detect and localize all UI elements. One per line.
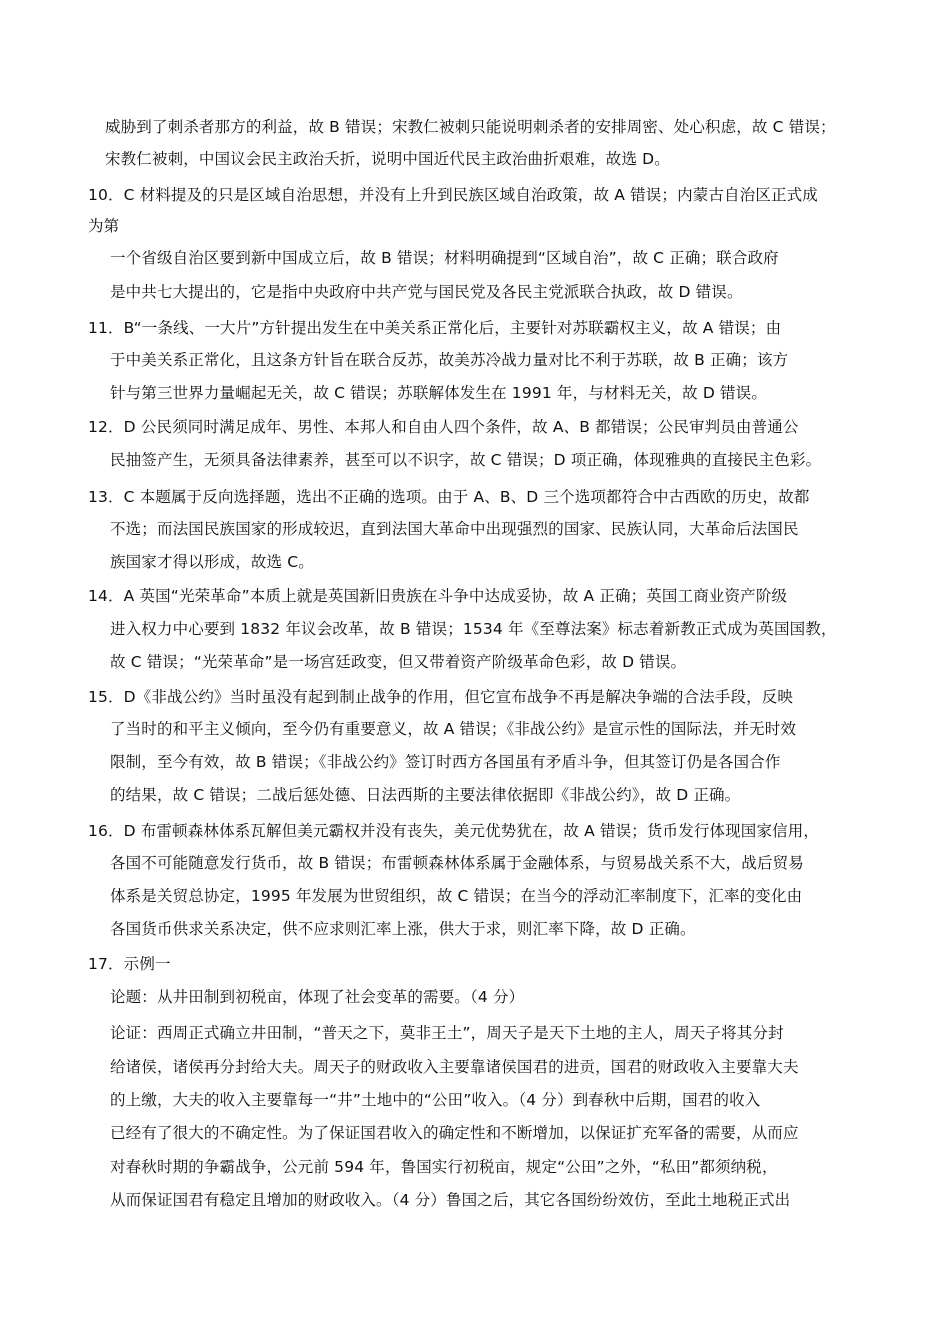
text-line: 是中共七大提出的，它是指中央政府中共产党与国民党及各民主党派联合执政，故 D 错误。 [110,283,743,301]
text-line: 的结果，故 C 错误；二战后惩处德、日法西斯的主要法律依据即《非战公约》，故 D 正确。 [110,786,741,804]
text-line: 不选；而法国民族国家的形成较迟，直到法国大革命中出现强烈的国家、民族认同，大革命后法国民 [110,520,799,538]
text-line: 民抽签产生，无须具备法律素养，甚至可以不识字，故 C 错误；D 项正确，体现雅典的直接民主色彩。 [110,451,822,469]
text-line: 给诸侯，诸侯再分封给大夫。周天子的财政收入主要靠诸侯国君的进贡，国君的财政收入主要靠大夫 [110,1058,799,1076]
text-line: 为第 [88,217,120,235]
text-line: 从而保证国君有稳定且增加的财政收入。（4 分）鲁国之后，其它各国纷纷效仿，至此土地税正式出 [110,1191,791,1209]
text-line: 11．B“一条线、一大片”方针提出发生在中美关系正常化后，主要针对苏联霸权主义，故 A 错误；由 [88,319,782,337]
text-line: 10．C 材料提及的只是区域自治思想，并没有上升到民族区域自治政策，故 A 错误；内蒙古自治区正式成 [88,186,818,204]
text-line: 一个省级自治区要到新中国成立后，故 B 错误；材料明确提到“区域自治”，故 C 正确；联合政府 [110,249,779,267]
text-line: 13．C 本题属于反向选择题，选出不正确的选项。由于 A、B、D 三个选项都符合中古西欧的历史，故都 [88,488,810,506]
text-line: 针与第三世界力量崛起无关，故 C 错误；苏联解体发生在 1991 年，与材料无关，故 D 错误。 [110,384,767,402]
text-line: 对春秋时期的争霸战争，公元前 594 年，鲁国实行初税亩，规定“公田”之外，“私田”都须纳税， [110,1158,778,1176]
text-line: 论证：西周正式确立井田制，“普天之下，莫非王土”，周天子是天下土地的主人，周天子将其分封 [110,1024,784,1042]
text-line: 论题：从井田制到初税亩，体现了社会变革的需要。（4 分） [110,988,525,1006]
text-line: 宋教仁被刺，中国议会民主政治夭折，说明中国近代民主政治曲折艰难，故选 D。 [105,150,670,168]
text-line: 15．D《非战公约》当时虽没有起到制止战争的作用，但它宣布战争不再是解决争端的合法手段，反映 [88,688,794,706]
text-line: 体系是关贸总协定，1995 年发展为世贸组织，故 C 错误；在当今的浮动汇率制度下，汇率的变化由 [110,887,803,905]
text-line: 17．示例一 [88,955,171,973]
text-line: 14．A 英国“光荣革命”本质上就是英国新旧贵族在斗争中达成妥协，故 A 正确；英国工商业资产阶级 [88,587,788,605]
text-line: 各国不可能随意发行货币，故 B 错误；布雷顿森林体系属于金融体系，与贸易战关系不大，战后贸易 [110,854,804,872]
text-line: 12．D 公民须同时满足成年、男性、本邦人和自由人四个条件，故 A、B 都错误；公民审判员由普通公 [88,418,799,436]
text-line: 了当时的和平主义倾向，至今仍有重要意义，故 A 错误；《非战公约》是宣示性的国际法，并无时效 [110,720,797,738]
text-line: 于中美关系正常化，且这条方针旨在联合反苏，故美苏冷战力量对比不利于苏联，故 B 正确；该方 [110,351,789,369]
text-line: 16．D 布雷顿森林体系瓦解但美元霸权并没有丧失，美元优势犹在，故 A 错误；货币发行体现国家信用， [88,822,820,840]
text-line: 进入权力中心要到 1832 年议会改革，故 B 错误；1534 年《至尊法案》标志着新教正式成为英国国教， [110,620,837,638]
text-line: 的上缴，大夫的收入主要靠每一“井”土地中的“公田”收入。（4 分）到春秋中后期，国君的收入 [110,1091,761,1109]
text-line: 威胁到了刺杀者那方的利益，故 B 错误；宋教仁被刺只能说明刺杀者的安排周密、处心积虑，故 C 错误； [105,118,836,136]
text-line: 各国货币供求关系决定，供不应求则汇率上涨，供大于求，则汇率下降，故 D 正确。 [110,920,696,938]
text-line: 故 C 错误；“光荣革命”是一场宫廷政变，但又带着资产阶级革命色彩，故 D 错误。 [110,653,687,671]
text-line: 族国家才得以形成，故选 C。 [110,553,314,571]
text-line: 已经有了很大的不确定性。为了保证国君收入的确定性和不断增加，以保证扩充军备的需要，从而应 [110,1124,799,1142]
text-line: 限制，至今有效，故 B 错误；《非战公约》签订时西方各国虽有矛盾斗争，但其签订仍是各国合作 [110,753,781,771]
